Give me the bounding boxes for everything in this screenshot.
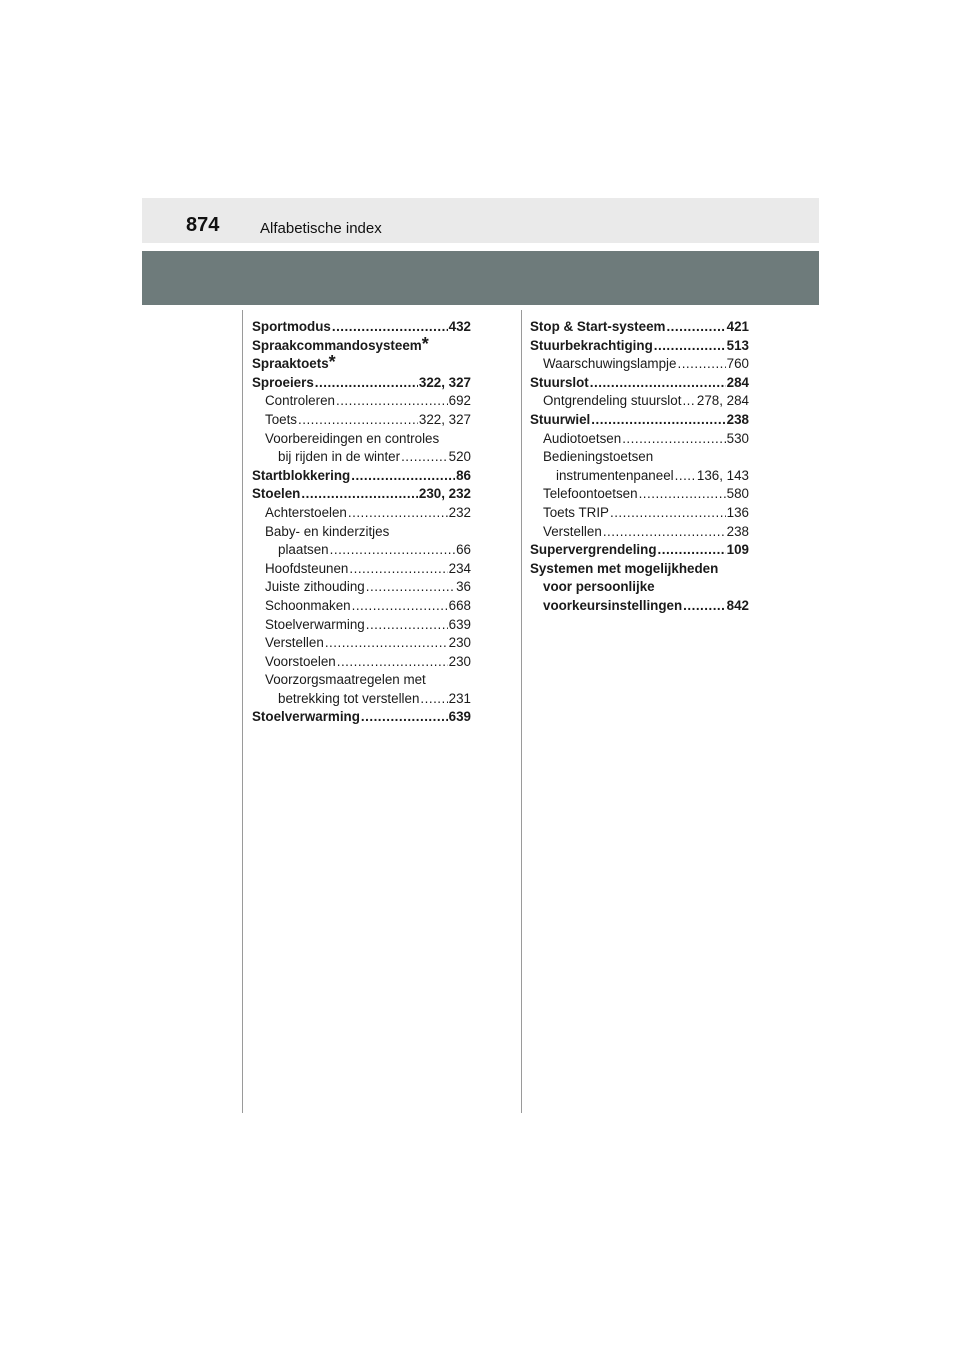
dot-leader bbox=[298, 411, 418, 430]
entry-pages: 36 bbox=[456, 579, 471, 595]
entry-label: Startblokkering bbox=[252, 467, 351, 483]
index-entry bbox=[530, 541, 749, 560]
entry-label: bij rijden in de winter bbox=[278, 449, 401, 465]
entry-label: Stop & Start-systeem bbox=[530, 319, 666, 334]
entry-label: Spraaktoets bbox=[252, 356, 329, 372]
entry-label: Sproeiers bbox=[252, 374, 314, 390]
entry-pages: 66 bbox=[456, 542, 471, 558]
entry-label: Toets TRIP bbox=[543, 504, 609, 520]
entry-label: Stoelen bbox=[252, 486, 301, 502]
entry-label: Hoofdsteunen bbox=[265, 560, 349, 576]
entry-pages: 238 bbox=[726, 411, 749, 427]
index-entry bbox=[252, 578, 471, 597]
dot-leader bbox=[361, 708, 448, 727]
index-entry bbox=[252, 392, 471, 411]
entry-label: Verstellen bbox=[543, 523, 602, 539]
index-entry bbox=[530, 504, 749, 523]
right-column-rule bbox=[521, 310, 522, 1113]
entry-label: Stuurwiel bbox=[530, 411, 591, 427]
index-entry bbox=[530, 485, 749, 504]
dot-leader bbox=[590, 374, 726, 393]
entry-pages: 231 bbox=[448, 690, 471, 706]
index-entry bbox=[530, 430, 749, 449]
dot-leader bbox=[325, 634, 448, 653]
entry-label: Systemen met mogelijkheden bbox=[530, 560, 719, 576]
entry-label: Stuurbekrachtiging bbox=[530, 337, 653, 353]
dot-leader bbox=[332, 318, 448, 337]
index-entry bbox=[252, 448, 471, 467]
index-entry bbox=[252, 560, 471, 579]
entry-label: betrekking tot verstellen bbox=[278, 690, 420, 706]
dot-leader bbox=[336, 392, 448, 411]
entry-label: Spraakcommandosysteem bbox=[252, 337, 422, 353]
index-entry bbox=[530, 560, 749, 579]
entry-pages: 232 bbox=[448, 504, 471, 520]
section-title: Alfabetische index bbox=[260, 220, 382, 237]
dot-leader bbox=[603, 523, 726, 542]
index-entry bbox=[530, 467, 749, 486]
index-entry bbox=[252, 374, 471, 393]
entry-pages: 530 bbox=[726, 430, 749, 446]
entry-label: voor persoonlijke bbox=[543, 579, 655, 595]
dot-leader bbox=[420, 690, 447, 709]
index-column-right bbox=[530, 318, 749, 616]
dot-leader bbox=[351, 467, 455, 486]
entry-label: Bedieningstoetsen bbox=[543, 449, 654, 465]
entry-label: Voorzorgsmaatregelen met bbox=[265, 672, 426, 688]
dot-leader bbox=[366, 578, 455, 597]
entry-label: Achterstoelen bbox=[265, 504, 347, 520]
entry-pages: 86 bbox=[456, 467, 471, 483]
index-entry bbox=[252, 504, 471, 523]
index-entry bbox=[530, 448, 749, 467]
dot-leader bbox=[622, 430, 725, 449]
entry-pages: 230 bbox=[448, 653, 471, 669]
entry-pages: 580 bbox=[726, 486, 749, 502]
entry-pages: 842 bbox=[726, 597, 749, 613]
entry-label: Controleren bbox=[265, 393, 335, 409]
index-entry bbox=[530, 337, 749, 356]
entry-label: voorkeursinstellingen bbox=[543, 597, 683, 613]
index-entry: Spraakcommandosysteem * bbox=[252, 333, 429, 354]
entry-pages: 513 bbox=[726, 337, 749, 353]
index-entry bbox=[252, 597, 471, 616]
dot-leader bbox=[315, 374, 418, 393]
entry-label: Schoonmaken bbox=[265, 597, 351, 613]
page-number: 874 bbox=[186, 214, 220, 236]
dot-leader bbox=[610, 504, 726, 523]
header-band bbox=[142, 198, 819, 243]
entry-label: Sportmodus bbox=[252, 319, 331, 334]
dot-leader bbox=[348, 504, 448, 523]
index-entry bbox=[252, 523, 471, 542]
index-entry bbox=[252, 318, 471, 337]
entry-label: Baby- en kinderzitjes bbox=[265, 523, 390, 539]
index-entry: Spraaktoets * bbox=[252, 352, 336, 373]
index-entry bbox=[252, 467, 471, 486]
dot-leader bbox=[352, 597, 448, 616]
entry-pages: 230, 232 bbox=[418, 486, 471, 502]
entry-pages: 136, 143 bbox=[696, 467, 749, 483]
entry-label: Ontgrendeling stuurslot bbox=[543, 393, 682, 409]
entry-label: Telefoontoetsen bbox=[543, 486, 638, 502]
entry-label: Verstellen bbox=[265, 635, 324, 651]
dot-leader bbox=[675, 467, 696, 486]
dot-leader bbox=[677, 355, 725, 374]
entry-pages: 136 bbox=[726, 504, 749, 520]
dot-leader bbox=[337, 653, 448, 672]
entry-label: Toets bbox=[265, 411, 298, 427]
index-entry bbox=[252, 634, 471, 653]
entry-pages: 520 bbox=[448, 449, 471, 465]
entry-label: Voorbereidingen en controles bbox=[265, 430, 440, 446]
entry-pages: 639 bbox=[448, 709, 471, 725]
entry-pages: 668 bbox=[448, 597, 471, 613]
entry-label: Audiotoetsen bbox=[543, 430, 622, 446]
header-grey-bar bbox=[142, 251, 819, 305]
dot-leader bbox=[666, 318, 725, 337]
index-entry bbox=[530, 578, 749, 597]
entry-pages: 322, 327 bbox=[418, 411, 471, 427]
entry-pages: 322, 327 bbox=[418, 374, 471, 390]
index-entry bbox=[252, 411, 471, 430]
entry-label: plaatsen bbox=[278, 542, 329, 558]
entry-pages: 109 bbox=[726, 542, 749, 558]
index-entry bbox=[530, 318, 749, 337]
index-entry bbox=[530, 523, 749, 542]
entry-pages: 639 bbox=[448, 616, 471, 632]
index-column-left bbox=[252, 318, 471, 727]
entry-label: Waarschuwingslampje bbox=[543, 356, 677, 372]
index-entry bbox=[252, 671, 471, 690]
index-entry bbox=[252, 430, 471, 449]
entry-label: instrumentenpaneel bbox=[556, 467, 674, 483]
index-entry bbox=[252, 616, 471, 635]
dot-leader bbox=[683, 597, 726, 616]
dot-leader bbox=[366, 616, 448, 635]
entry-label: Supervergrendeling bbox=[530, 542, 657, 558]
dot-leader bbox=[682, 392, 695, 411]
dot-leader bbox=[654, 337, 726, 356]
index-entry bbox=[530, 355, 749, 374]
entry-label: Stoelverwarming bbox=[252, 709, 360, 725]
index-entry bbox=[530, 392, 749, 411]
index-entry bbox=[530, 374, 749, 393]
entry-pages: 234 bbox=[448, 560, 471, 576]
entry-label: Juiste zithouding bbox=[265, 579, 365, 595]
entry-pages: 238 bbox=[726, 523, 749, 539]
dot-leader bbox=[349, 560, 447, 579]
entry-pages: 760 bbox=[726, 356, 749, 372]
entry-label: Stuurslot bbox=[530, 374, 589, 390]
entry-pages: 421 bbox=[726, 319, 749, 334]
dot-leader bbox=[658, 541, 726, 560]
entry-label: Voorstoelen bbox=[265, 653, 336, 669]
index-entry bbox=[252, 708, 471, 727]
index-entry bbox=[252, 541, 471, 560]
dot-leader bbox=[401, 448, 448, 467]
entry-pages: 284 bbox=[726, 374, 749, 390]
index-entry bbox=[530, 597, 749, 616]
entry-label: Stoelverwarming bbox=[265, 616, 365, 632]
index-entry bbox=[252, 485, 471, 504]
dot-leader bbox=[330, 541, 455, 560]
entry-pages: 692 bbox=[448, 393, 471, 409]
entry-pages: 230 bbox=[448, 635, 471, 651]
dot-leader bbox=[639, 485, 726, 504]
index-entry bbox=[252, 690, 471, 709]
dot-leader bbox=[301, 485, 418, 504]
entry-pages: 432 bbox=[448, 319, 471, 334]
dot-leader bbox=[591, 411, 725, 430]
index-entry bbox=[252, 653, 471, 672]
entry-pages: 278, 284 bbox=[696, 393, 749, 409]
left-column-rule bbox=[242, 310, 243, 1113]
index-entry bbox=[530, 411, 749, 430]
